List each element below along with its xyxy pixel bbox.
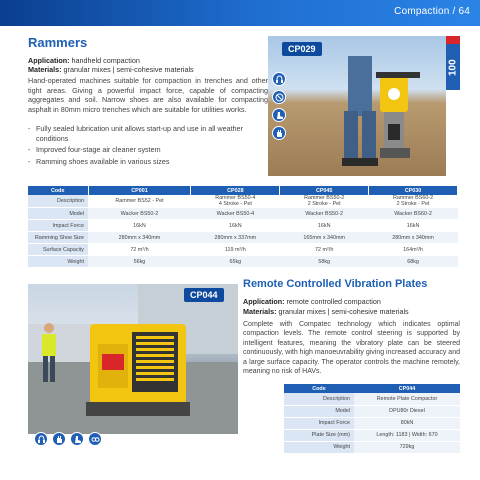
table-cell: 280mm x 337mm	[191, 232, 280, 244]
plates-application	[243, 297, 381, 306]
row-label: Description	[284, 393, 354, 405]
application-label: Application:	[28, 56, 70, 65]
table-cell: 280mm x 340mm	[88, 232, 191, 244]
table-row	[284, 429, 460, 441]
table-header-cell: Code	[284, 384, 354, 393]
glove-icon	[52, 432, 66, 446]
plate-photo-code: CP044	[184, 288, 224, 302]
materials-label: Materials:	[243, 307, 277, 316]
table-row	[28, 244, 458, 256]
plate-spec-table	[284, 384, 460, 454]
side-tab-accent	[446, 36, 460, 44]
goggles-icon	[88, 432, 102, 446]
no-entry-icon	[272, 90, 286, 104]
table-cell: Wacker BS50-2	[88, 208, 191, 220]
table-cell: 16kN	[280, 220, 369, 232]
table-cell: Wacker BS50-4	[191, 208, 280, 220]
table-row	[28, 208, 458, 220]
table-header-row	[284, 384, 460, 393]
ear-protection-icon	[34, 432, 48, 446]
rammers-materials	[28, 65, 194, 74]
table-cell: Wacker BS50-2	[280, 208, 369, 220]
table-header-cell: CP045	[280, 186, 369, 195]
table-header-cell: CP001	[88, 186, 191, 195]
table-cell: 165mm x 340mm	[280, 232, 369, 244]
table-cell: 280mm x 340mm	[369, 232, 458, 244]
table-header-cell: CP028	[191, 186, 280, 195]
table-row	[28, 256, 458, 268]
page-title: Compaction / 64	[394, 6, 470, 17]
feature-item: - Ramming shoes available in various sizes	[28, 157, 268, 167]
table-row	[28, 195, 458, 208]
materials-label: Materials:	[28, 65, 62, 74]
table-row	[284, 405, 460, 417]
rammers-application	[28, 56, 140, 65]
table-cell: 72 m²/h	[280, 244, 369, 256]
row-label: Impact Force	[284, 417, 354, 429]
rammer-spec-table	[28, 186, 458, 268]
glove-icon	[272, 126, 286, 140]
table-row	[284, 441, 460, 453]
row-label: Plate Size (mm)	[284, 429, 354, 441]
table-cell: 16kN	[191, 220, 280, 232]
rammers-features	[28, 124, 268, 168]
row-label: Surface Capacity	[28, 244, 88, 256]
application-value: handheld compaction	[69, 56, 140, 65]
boot-icon	[70, 432, 84, 446]
feature-item: - Improved four-stage air cleaner system	[28, 145, 268, 155]
rammer-photo-code: CP029	[282, 42, 322, 56]
boot-icon	[272, 108, 286, 122]
table-row	[284, 417, 460, 429]
table-cell: Remote Plate Compactor	[354, 393, 460, 405]
table-header-cell: Code	[28, 186, 88, 195]
table-cell: Rammer BS50-2 2 Stroke - Pet	[280, 195, 369, 208]
rammer-photo	[268, 36, 446, 176]
table-cell: 58kg	[280, 256, 369, 268]
table-cell: Rammer BS60-2 2 Stroke - Pet	[369, 195, 458, 208]
table-row	[284, 393, 460, 405]
table-cell: 164m²/h	[369, 244, 458, 256]
table-cell: Rammer BS50-4 4 Stroke - Pet	[191, 195, 280, 208]
table-row	[28, 220, 458, 232]
table-cell: Rammer BS52 - Pet	[88, 195, 191, 208]
table-cell: 119 m²/h	[191, 244, 280, 256]
row-label: Impact Force	[28, 220, 88, 232]
table-row	[28, 232, 458, 244]
table-cell: 56kg	[88, 256, 191, 268]
table-header-cell: CP030	[369, 186, 458, 195]
application-label: Application:	[243, 297, 285, 306]
row-label: Model	[28, 208, 88, 220]
table-cell: DPU80r Diesel	[354, 405, 460, 417]
table-cell: 68kg	[369, 256, 458, 268]
header-bar	[0, 0, 480, 26]
materials-value: granular mixes | semi-cohesive materials	[61, 65, 194, 74]
feature-item: - Fully sealed lubrication unit allows start-up and use in all weather conditions	[28, 124, 268, 143]
table-cell: 16kN	[88, 220, 191, 232]
table-cell: 16kN	[369, 220, 458, 232]
table-cell: Wacker BS60-2	[369, 208, 458, 220]
plates-description: Complete with Compatec technology which indicates optimal compaction levels. The remote control steering is supported by intelligent features, meaning the vibratory plate can be steered continuously, with high manoeuvrability giving increased accuracy and a large surface capacity. The operator controls the machine remotely, meaning no risk of HAVs.	[243, 321, 460, 376]
table-header-cell: CP044	[354, 384, 460, 393]
plate-compactor-photo	[28, 284, 238, 434]
table-cell: 72 m²/h	[88, 244, 191, 256]
table-cell: 729kg	[354, 441, 460, 453]
application-value: remote controlled compaction	[284, 297, 381, 306]
plate-ppe-icons	[34, 432, 102, 446]
row-label: Weight	[28, 256, 88, 268]
rammers-heading: Rammers	[28, 35, 88, 50]
badge-100: 100	[447, 59, 459, 77]
table-cell: 80kN	[354, 417, 460, 429]
row-label: Weight	[284, 441, 354, 453]
materials-value: granular mixes | semi-cohesive materials	[276, 307, 409, 316]
rammer-ppe-icons	[272, 72, 286, 144]
row-label: Model	[284, 405, 354, 417]
table-header-row	[28, 186, 458, 195]
table-cell: Length: 1183 | Width: 670	[354, 429, 460, 441]
plates-materials	[243, 307, 409, 316]
row-label: Description	[28, 195, 88, 208]
row-label: Ramming Shoe Size	[28, 232, 88, 244]
table-cell: 65kg	[191, 256, 280, 268]
rammers-description: Hand-operated machines suitable for compaction in trenches and other tight areas. Giving a powerful impact force, capable of compacting aggregates and soil. Narrow shoes are also available for compacting asphalt in 80mm micro trenches which are suitable for utilities works.	[28, 76, 268, 114]
ear-protection-icon	[272, 72, 286, 86]
plates-heading: Remote Controlled Vibration Plates	[243, 278, 428, 290]
